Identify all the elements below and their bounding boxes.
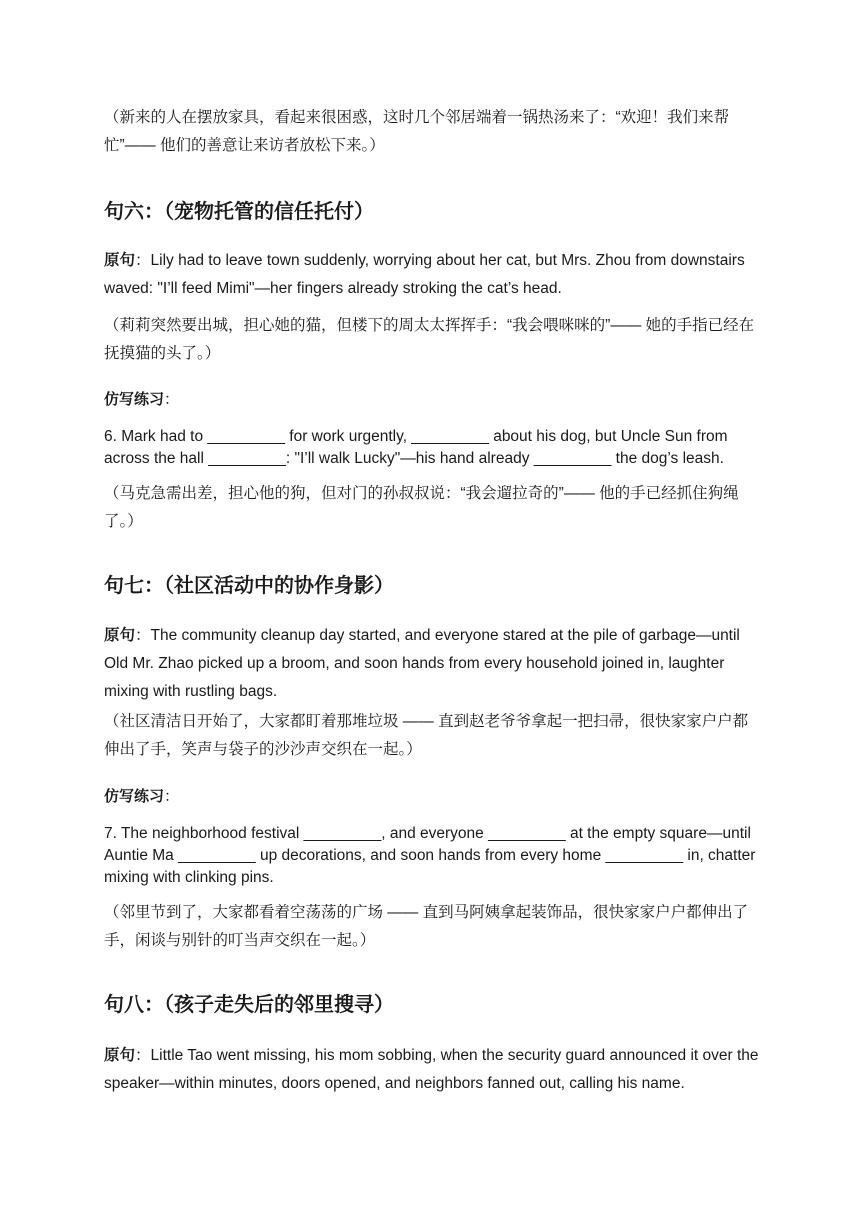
practice-translation-6: （马克急需出差，担心他的狗，但对门的孙叔叔说：“我会遛拉奇的”—— 他的手已经抓住狗绳了。） [104, 485, 739, 530]
original-label: 原句 [104, 252, 136, 269]
practice-label: 仿写练习 [104, 788, 165, 805]
label-colon: ： [164, 391, 180, 408]
section-heading-7: 句七：（社区活动中的协作身影） [104, 575, 394, 597]
original-text: Lily had to leave town suddenly, worrying about her cat, but Mrs. Zhou from downstairs waved: "I’ll feed Mimi"—her fingers already stroking the cat’s head. [104, 252, 745, 297]
original-label: 原句 [104, 1047, 136, 1064]
practice-label: 仿写练习 [104, 391, 165, 408]
label-colon: ： [135, 252, 151, 269]
original-sentence-8 [104, 1042, 759, 1098]
original-translation-6: （莉莉突然要出城，担心她的猫，但楼下的周太太挥挥手：“我会喂咪咪的”—— 她的手指已经在抚摸猫的头了。） [104, 317, 755, 362]
section-heading-6: 句六：（宠物托管的信任托付） [104, 201, 374, 223]
original-text: The community cleanup day started, and everyone stared at the pile of garbage—until Old Mr. Zhao picked up a broom, and soon hands from every household joined in, laughter mixing with rustling bags. [104, 627, 740, 700]
label-colon: ： [135, 1047, 151, 1064]
original-translation-7: （社区清洁日开始了，大家都盯着那堆垃圾 —— 直到赵老爷爷拿起一把扫帚，很快家家户户都伸出了手，笑声与袋子的沙沙声交织在一起。） [104, 713, 749, 758]
practice-sentence-6: 6. Mark had to _________ for work urgently, _________ about his dog, but Uncle Sun from across the hall _________: "I’ll walk Lucky"—his hand already _________ the dog’s leash. [104, 428, 728, 467]
practice-sentence-7: 7. The neighborhood festival _________, and everyone _________ at the empty square—until Auntie Ma _________ up decorations, and soon hands from every home _________ in, chatter mixing with clinking pins. [104, 825, 756, 886]
label-colon: ： [135, 627, 151, 644]
practice-label-6 [104, 389, 759, 411]
practice-translation-7: （邻里节到了，大家都看着空荡荡的广场 —— 直到马阿姨拿起装饰品，很快家家户户都伸出了手，闲谈与别针的叮当声交织在一起。） [104, 904, 749, 949]
label-colon: ： [164, 788, 180, 805]
intro-translation: （新来的人在摆放家具，看起来很困惑，这时几个邻居端着一锅热汤来了：“欢迎！我们来帮忙”—— 他们的善意让来访者放松下来。） [104, 109, 730, 154]
original-sentence-7 [104, 622, 759, 706]
original-sentence-6 [104, 247, 759, 303]
original-label: 原句 [104, 627, 136, 644]
original-text: Little Tao went missing, his mom sobbing, when the security guard announced it over the speaker—within minutes, doors opened, and neighbors fanned out, calling his name. [104, 1047, 759, 1092]
section-heading-8: 句八：（孩子走失后的邻里搜寻） [104, 994, 394, 1016]
practice-label-7 [104, 786, 759, 808]
